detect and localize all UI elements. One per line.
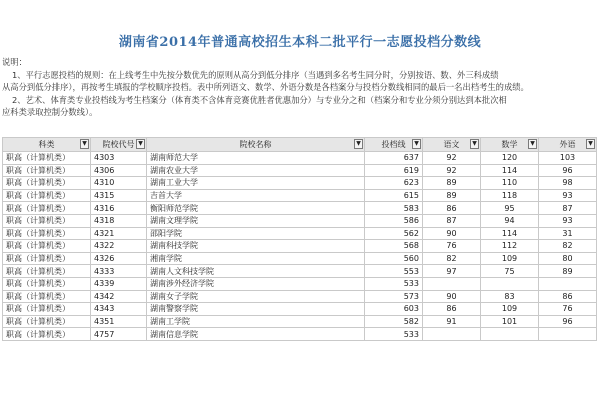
cell-math: 109 — [481, 252, 539, 265]
cell-chinese — [423, 277, 481, 290]
header-label: 外语 — [559, 140, 576, 149]
header-label: 语文 — [443, 140, 460, 149]
note-1-line-2: 从高分到低分排序），再按考生填报的学校顺序投档。表中所列语文、数学、外语分数是各档案分与投档分数线相同的最后一名出档考生的成绩。 — [2, 82, 529, 93]
cell-school-code: 4321 — [91, 227, 147, 240]
cell-chinese: 97 — [423, 265, 481, 278]
cell-school-code: 4339 — [91, 277, 147, 290]
filter-dropdown-icon[interactable]: ▼ — [470, 139, 479, 149]
cell-english: 96 — [539, 164, 597, 177]
cell-school-code: 4342 — [91, 290, 147, 303]
cell-category: 职高（计算机类） — [3, 315, 91, 328]
cell-school-code: 4333 — [91, 265, 147, 278]
note-2-line-2: 应科类录取控制分数线）。 — [2, 107, 98, 118]
cell-english: 89 — [539, 265, 597, 278]
note-2-line-1: 2、艺术、体育类专业投档线为考生档案分（体育类不含体育竞赛优胜者优惠加分）与专业分之和（档案分和专业分须分别达到本批次相 — [12, 94, 507, 105]
filter-dropdown-icon[interactable]: ▼ — [354, 139, 363, 149]
header-category — [3, 138, 91, 152]
cell-category: 职高（计算机类） — [3, 290, 91, 303]
header-label: 院校名称 — [239, 140, 272, 149]
header-school-name — [147, 138, 365, 152]
table-row — [3, 240, 597, 253]
filter-dropdown-icon[interactable]: ▼ — [136, 139, 145, 149]
table-row — [3, 303, 597, 316]
cell-cutoff: 637 — [365, 152, 423, 165]
cell-school-name: 邵阳学院 — [147, 227, 365, 240]
cell-cutoff: 553 — [365, 265, 423, 278]
cell-school-code: 4316 — [91, 202, 147, 215]
cell-category: 职高（计算机类） — [3, 227, 91, 240]
cell-english: 96 — [539, 315, 597, 328]
cell-chinese: 89 — [423, 189, 481, 202]
cell-cutoff: 615 — [365, 189, 423, 202]
table-row — [3, 328, 597, 341]
cell-math: 94 — [481, 214, 539, 227]
cell-chinese — [423, 328, 481, 341]
cell-cutoff: 619 — [365, 164, 423, 177]
cell-math: 75 — [481, 265, 539, 278]
table-row — [3, 189, 597, 202]
cell-school-name: 湖南信息学院 — [147, 328, 365, 341]
cell-chinese: 89 — [423, 177, 481, 190]
cell-school-code: 4351 — [91, 315, 147, 328]
cell-english: 31 — [539, 227, 597, 240]
cell-school-name: 湖南科技学院 — [147, 240, 365, 253]
cell-math: 110 — [481, 177, 539, 190]
cell-school-name: 湖南文理学院 — [147, 214, 365, 227]
cell-category: 职高（计算机类） — [3, 328, 91, 341]
table-row — [3, 227, 597, 240]
cell-school-code: 4310 — [91, 177, 147, 190]
cell-school-name: 湖南工业大学 — [147, 177, 365, 190]
cell-category: 职高（计算机类） — [3, 265, 91, 278]
cell-cutoff: 562 — [365, 227, 423, 240]
cell-english: 76 — [539, 303, 597, 316]
cell-chinese: 92 — [423, 164, 481, 177]
cell-math — [481, 328, 539, 341]
table-row — [3, 252, 597, 265]
cell-school-code: 4306 — [91, 164, 147, 177]
filter-dropdown-icon[interactable]: ▼ — [412, 139, 421, 149]
cell-category: 职高（计算机类） — [3, 152, 91, 165]
cell-category: 职高（计算机类） — [3, 202, 91, 215]
score-table — [2, 137, 597, 341]
cell-chinese: 92 — [423, 152, 481, 165]
cell-english — [539, 277, 597, 290]
cell-school-name: 湖南工学院 — [147, 315, 365, 328]
cell-english: 98 — [539, 177, 597, 190]
cell-category: 职高（计算机类） — [3, 277, 91, 290]
cell-cutoff: 623 — [365, 177, 423, 190]
cell-school-name: 湖南涉外经济学院 — [147, 277, 365, 290]
cell-math: 101 — [481, 315, 539, 328]
header-cutoff — [365, 138, 423, 152]
cell-cutoff: 586 — [365, 214, 423, 227]
table-row — [3, 152, 597, 165]
cell-math: 109 — [481, 303, 539, 316]
cell-english: 103 — [539, 152, 597, 165]
page-title: 湖南省2014年普通高校招生本科二批平行一志愿投档分数线 — [118, 35, 482, 50]
filter-dropdown-icon[interactable]: ▼ — [586, 139, 595, 149]
cell-category: 职高（计算机类） — [3, 189, 91, 202]
cell-cutoff: 583 — [365, 202, 423, 215]
filter-dropdown-icon[interactable]: ▼ — [528, 139, 537, 149]
cell-chinese: 91 — [423, 315, 481, 328]
cell-cutoff: 603 — [365, 303, 423, 316]
header-school-code — [91, 138, 147, 152]
cell-school-name: 湖南女子学院 — [147, 290, 365, 303]
notes-heading: 说明： — [2, 57, 27, 67]
cell-math: 112 — [481, 240, 539, 253]
cell-category: 职高（计算机类） — [3, 252, 91, 265]
cell-chinese: 90 — [423, 227, 481, 240]
cell-chinese: 87 — [423, 214, 481, 227]
cell-english: 87 — [539, 202, 597, 215]
cell-school-code: 4343 — [91, 303, 147, 316]
cell-school-name: 衡阳师范学院 — [147, 202, 365, 215]
header-english — [539, 138, 597, 152]
cell-school-name: 湘南学院 — [147, 252, 365, 265]
cell-chinese: 86 — [423, 303, 481, 316]
cell-school-code: 4757 — [91, 328, 147, 341]
notes-block — [2, 56, 594, 119]
cell-category: 职高（计算机类） — [3, 177, 91, 190]
cell-school-code: 4322 — [91, 240, 147, 253]
table-row — [3, 214, 597, 227]
header-label: 科类 — [38, 140, 55, 149]
cell-chinese: 76 — [423, 240, 481, 253]
cell-math: 83 — [481, 290, 539, 303]
cell-chinese: 82 — [423, 252, 481, 265]
cell-school-code: 4303 — [91, 152, 147, 165]
cell-category: 职高（计算机类） — [3, 164, 91, 177]
header-chinese — [423, 138, 481, 152]
table-row — [3, 202, 597, 215]
cell-chinese: 90 — [423, 290, 481, 303]
header-math — [481, 138, 539, 152]
cell-english: 86 — [539, 290, 597, 303]
header-row — [3, 138, 597, 152]
cell-cutoff: 533 — [365, 328, 423, 341]
filter-dropdown-icon[interactable]: ▼ — [80, 139, 89, 149]
cell-english: 80 — [539, 252, 597, 265]
header-label: 投档线 — [381, 140, 406, 149]
cell-chinese: 86 — [423, 202, 481, 215]
table-row — [3, 290, 597, 303]
cell-cutoff: 568 — [365, 240, 423, 253]
cell-english: 93 — [539, 214, 597, 227]
cell-math: 114 — [481, 227, 539, 240]
cell-math: 120 — [481, 152, 539, 165]
note-1-line-1: 1、平行志愿投档的规则：在上线考生中先按分数优先的原则从高分到低分排序（当遇到多名考生同分时，分别按语、数、外三科成绩 — [12, 69, 499, 80]
cell-school-name: 湖南师范大学 — [147, 152, 365, 165]
cell-school-code: 4318 — [91, 214, 147, 227]
table-row — [3, 164, 597, 177]
cell-math: 95 — [481, 202, 539, 215]
cell-cutoff: 560 — [365, 252, 423, 265]
cell-english: 93 — [539, 189, 597, 202]
table-body — [3, 152, 597, 341]
table-row — [3, 315, 597, 328]
header-label: 院校代号 — [102, 140, 135, 149]
cell-english: 82 — [539, 240, 597, 253]
cell-school-name: 湖南农业大学 — [147, 164, 365, 177]
cell-school-name: 湖南警察学院 — [147, 303, 365, 316]
cell-math: 114 — [481, 164, 539, 177]
cell-math: 118 — [481, 189, 539, 202]
cell-school-name: 湖南人文科技学院 — [147, 265, 365, 278]
cell-school-name: 吉首大学 — [147, 189, 365, 202]
cell-category: 职高（计算机类） — [3, 303, 91, 316]
cell-math — [481, 277, 539, 290]
table-row — [3, 265, 597, 278]
header-label: 数学 — [501, 140, 518, 149]
table-row — [3, 277, 597, 290]
cell-cutoff: 582 — [365, 315, 423, 328]
cell-cutoff: 533 — [365, 277, 423, 290]
cell-english — [539, 328, 597, 341]
cell-cutoff: 573 — [365, 290, 423, 303]
cell-category: 职高（计算机类） — [3, 214, 91, 227]
cell-school-code: 4315 — [91, 189, 147, 202]
cell-school-code: 4326 — [91, 252, 147, 265]
table-row — [3, 177, 597, 190]
cell-category: 职高（计算机类） — [3, 240, 91, 253]
